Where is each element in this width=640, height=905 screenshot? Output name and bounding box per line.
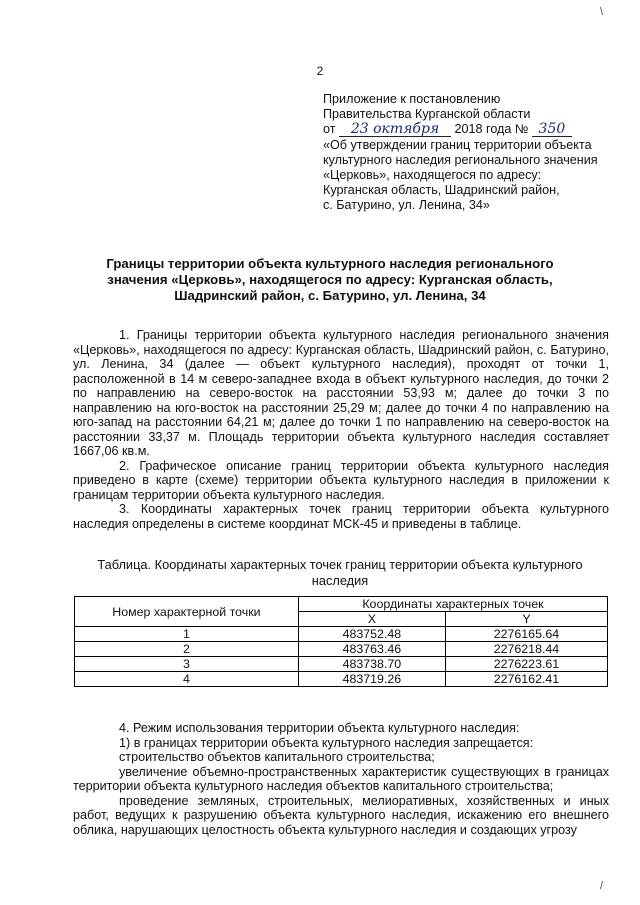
header-coordinates: Координаты характерных точек xyxy=(298,597,607,612)
cell-point: 2 xyxy=(75,642,299,657)
appendix-line: культурного наследия регионального значения xyxy=(323,152,598,167)
appendix-line: Курганская область, Шадринский район, xyxy=(323,183,560,198)
title-line: Шадринский район, с. Батурино, ул. Ленина, 34 xyxy=(174,287,486,303)
paragraph-2: 2. Графическое описание границ территории объекта культурного наследия приведено в карте (схеме) территории объекта культурного наследия в приложении к границам территории объекта культурного наследия. xyxy=(73,458,609,502)
table-row xyxy=(75,642,608,657)
cell-x: 483763.46 xyxy=(298,642,445,657)
appendix-block xyxy=(323,92,623,214)
appendix-line: «Церковь», находящегося по адресу: xyxy=(323,168,542,183)
table-row xyxy=(75,657,608,672)
header-point-number: Номер характерной точки xyxy=(75,597,299,627)
caption-line: Таблица. Координаты характерных точек границ территории объекта культурного xyxy=(97,557,583,572)
section-4-text xyxy=(73,721,609,837)
coordinates-table xyxy=(74,596,608,687)
header-y: Y xyxy=(445,612,607,627)
cell-y: 2276223.61 xyxy=(445,657,607,672)
table-caption xyxy=(70,557,610,588)
cell-x: 483738.70 xyxy=(298,657,445,672)
appendix-date-line xyxy=(323,122,623,137)
appendix-line: с. Батурино, ул. Ленина, 34» xyxy=(323,198,490,213)
cell-y: 2276162.41 xyxy=(445,672,607,687)
cell-y: 2276165.64 xyxy=(445,627,607,642)
table-header-row xyxy=(75,597,608,612)
handwritten-number: 350 xyxy=(532,123,572,137)
section-4-paragraph: увеличение объемно-пространственных характеристик существующих в границах территории объекта культурного наследия объектов капитального строительства; xyxy=(73,764,609,793)
appendix-line: Правительства Курганской области xyxy=(323,107,531,122)
handwritten-date: 23 октября xyxy=(339,123,451,137)
title-line: Границы территории объекта культурного наследия регионального xyxy=(106,256,554,271)
paragraph-1: 1. Границы территории объекта культурного наследия регионального значения «Церковь», находящегося по адресу: Курганская область, Шадринский район, с. Батурино, ул. Ленина, 34 (далее — объект культурного наследия), проходят от точки 1, расположенной в 14 м северо-западнее входа в объект культурного наследия, до точки 2 по направлению на северо-восток на расстоянии 53,93 м; далее до точки 3 по направлению на юго-восток на расстоянии 25,29 м; далее до точки 4 по направлению на юго-запад на расстоянии 64,21 м; далее до точки 1 по направлению на северо-восток на расстоянии 33,37 м. Площадь территории объекта культурного наследия составляет 1667,06 кв.м. xyxy=(73,328,609,458)
main-text xyxy=(73,328,609,531)
section-4-paragraph: 1) в границах территории объекта культурного наследия запрещается: xyxy=(119,735,534,750)
appendix-line: Приложение к постановлению xyxy=(323,92,501,106)
section-4-paragraph: строительство объектов капитального строительства; xyxy=(119,750,435,764)
table-row xyxy=(75,672,608,687)
document-title xyxy=(60,256,600,303)
caption-line: наследия xyxy=(311,572,369,588)
scan-mark-bottom: / xyxy=(600,880,604,892)
header-x: X xyxy=(298,612,445,627)
section-4-paragraph: 4. Режим использования территории объекта культурного наследия: xyxy=(119,721,520,735)
cell-x: 483719.26 xyxy=(298,672,445,687)
cell-point: 4 xyxy=(75,672,299,687)
cell-point: 3 xyxy=(75,657,299,672)
date-year: 2018 года № xyxy=(454,122,529,137)
section-4-paragraph: проведение земляных, строительных, мелиоративных, хозяйственных и иных работ, ведущих к разрушению объекта культурного наследия, искажению его внешнего облика, нарушающих целостность объекта культурного наследия и создающих угрозу xyxy=(73,793,609,837)
scan-mark-top: \ xyxy=(600,6,604,18)
appendix-line: «Об утверждении границ территории объекта xyxy=(323,137,592,152)
cell-x: 483752.48 xyxy=(298,627,445,642)
cell-point: 1 xyxy=(75,627,299,642)
page-number: 2 xyxy=(316,64,324,78)
table-row xyxy=(75,627,608,642)
date-prefix: от xyxy=(323,122,336,137)
cell-y: 2276218.44 xyxy=(445,642,607,657)
title-line: значения «Церковь», находящегося по адресу: Курганская область, xyxy=(107,271,553,287)
paragraph-3: 3. Координаты характерных точек границ территории объекта культурного наследия определены в системе координат МСК-45 и приведены в таблице. xyxy=(73,502,609,531)
